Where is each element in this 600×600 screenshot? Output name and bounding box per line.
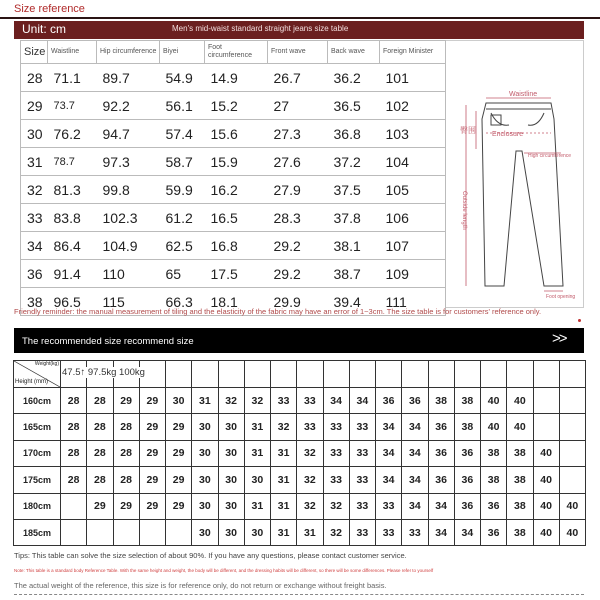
recommend-title: The recommended size recommend size	[22, 336, 194, 347]
recommend-size-cell	[533, 388, 559, 414]
recommend-size-cell: 36	[428, 414, 454, 440]
size-cell: 16.2	[205, 176, 268, 204]
size-cell: 32	[21, 176, 48, 204]
size-column-header: Front wave	[268, 41, 328, 64]
recommend-size-cell: 34	[402, 414, 428, 440]
recommend-size-cell: 40	[533, 440, 559, 466]
corner-cell	[14, 361, 61, 388]
recommend-size-cell: 36	[376, 388, 402, 414]
recommend-size-cell: 32	[297, 440, 323, 466]
size-cell: 15.9	[205, 148, 268, 176]
recommend-size-cell	[113, 519, 139, 545]
recommend-size-cell: 29	[139, 388, 165, 414]
size-cell: 29.2	[268, 260, 328, 288]
recommend-size-cell: 38	[507, 467, 533, 493]
recommend-size-cell: 30	[218, 519, 244, 545]
tips-text: Tips: This table can solve the size selection of about 90%. If you have any questions, please contact customer service.	[14, 551, 407, 560]
recommend-row	[14, 493, 586, 519]
recommend-size-cell: 38	[481, 440, 507, 466]
recommend-size-cell: 36	[402, 388, 428, 414]
reminder-dot	[578, 319, 581, 322]
recommend-size-cell	[61, 493, 87, 519]
jeans-measurement-diagram	[446, 40, 584, 308]
recommend-size-cell: 29	[87, 493, 113, 519]
size-cell: 71.1	[48, 64, 97, 92]
recommend-size-cell: 33	[323, 440, 349, 466]
chevron-double-right-icon[interactable]: >>	[552, 330, 566, 347]
size-column-header: Biyei	[160, 41, 205, 64]
size-cell: 34	[21, 232, 48, 260]
recommend-size-cell: 40	[559, 519, 585, 545]
waistline-label: Waistline	[509, 91, 538, 98]
recommend-size-cell	[559, 414, 585, 440]
weight-header-cell	[402, 361, 428, 388]
weight-header-cell	[349, 361, 375, 388]
recommend-size-cell: 31	[244, 493, 270, 519]
size-column-header: Hip circumference	[97, 41, 160, 64]
size-cell: 37.2	[328, 148, 380, 176]
recommend-size-cell: 30	[218, 440, 244, 466]
recommend-size-cell: 34	[402, 440, 428, 466]
size-cell: 96.5	[48, 288, 97, 316]
size-cell: 29	[21, 92, 48, 120]
recommend-size-cell	[559, 467, 585, 493]
recommend-size-cell: 28	[87, 414, 113, 440]
recommend-size-cell: 38	[507, 440, 533, 466]
recommend-size-cell	[533, 414, 559, 440]
size-table	[20, 40, 446, 316]
size-cell: 94.7	[97, 120, 160, 148]
size-cell: 115	[97, 288, 160, 316]
recommend-size-cell: 29	[139, 467, 165, 493]
size-cell: 73.7	[48, 92, 97, 120]
size-cell: 29.9	[268, 288, 328, 316]
recommend-size-cell: 30	[166, 388, 192, 414]
height-cell: 180cm	[14, 493, 61, 519]
recommend-size-cell: 31	[244, 440, 270, 466]
recommend-size-cell: 36	[454, 440, 480, 466]
recommend-size-cell: 29	[166, 414, 192, 440]
size-column-header: Waistline	[48, 41, 97, 64]
size-cell: 36.8	[328, 120, 380, 148]
size-cell: 28.3	[268, 204, 328, 232]
size-cell: 66.3	[160, 288, 205, 316]
recommend-size-cell: 40	[507, 388, 533, 414]
size-cell: 18.1	[205, 288, 268, 316]
recommend-size-cell	[559, 440, 585, 466]
recommend-row	[14, 414, 586, 440]
size-cell: 102.3	[97, 204, 160, 232]
recommend-size-cell: 34	[376, 467, 402, 493]
recommend-size-cell: 40	[481, 414, 507, 440]
recommend-size-cell	[87, 519, 113, 545]
recommend-size-cell: 28	[87, 467, 113, 493]
recommend-size-cell: 36	[481, 493, 507, 519]
size-cell: 37.8	[328, 204, 380, 232]
recommend-size-cell	[559, 388, 585, 414]
recommend-size-cell: 32	[297, 493, 323, 519]
recommend-size-cell: 30	[244, 519, 270, 545]
size-cell: 26.7	[268, 64, 328, 92]
recommend-size-cell: 31	[271, 493, 297, 519]
recommend-size-cell: 29	[113, 493, 139, 519]
weight-axis-label: Weight(kg)	[34, 361, 59, 367]
recommend-size-cell: 33	[271, 388, 297, 414]
size-cell: 38.1	[328, 232, 380, 260]
recommend-size-cell: 28	[87, 388, 113, 414]
size-cell: 101	[380, 64, 446, 92]
size-cell: 58.7	[160, 148, 205, 176]
size-cell: 65	[160, 260, 205, 288]
recommend-size-cell	[139, 519, 165, 545]
size-cell: 111	[380, 288, 446, 316]
size-column-header: Foot circumference	[205, 41, 268, 64]
recommend-size-cell: 28	[113, 414, 139, 440]
jeans-icon	[446, 41, 584, 309]
size-cell: 27.9	[268, 176, 328, 204]
recommend-size-cell: 40	[481, 388, 507, 414]
title-divider	[0, 17, 600, 19]
recommend-size-cell: 29	[113, 388, 139, 414]
weight-header-cell	[428, 361, 454, 388]
recommend-size-cell: 38	[454, 414, 480, 440]
height-cell: 170cm	[14, 440, 61, 466]
recommend-size-cell: 32	[297, 467, 323, 493]
size-cell: 56.1	[160, 92, 205, 120]
hip-label: 臀围	[460, 126, 476, 135]
recommend-size-cell: 30	[192, 467, 218, 493]
recommend-size-cell: 34	[349, 388, 375, 414]
recommend-size-cell: 36	[481, 519, 507, 545]
size-column-header: Size	[21, 41, 48, 64]
recommend-size-cell: 34	[402, 493, 428, 519]
recommend-size-cell: 29	[166, 493, 192, 519]
size-cell: 27.6	[268, 148, 328, 176]
weight-header-cell	[297, 361, 323, 388]
recommend-size-cell: 32	[244, 388, 270, 414]
size-cell: 30	[21, 120, 48, 148]
recommend-size-table	[13, 360, 586, 546]
size-row	[21, 232, 446, 260]
weight-header-cell	[271, 361, 297, 388]
recommend-size-cell: 32	[323, 519, 349, 545]
recommend-size-cell: 40	[533, 467, 559, 493]
recommend-row	[14, 519, 586, 545]
foot-opening-label: Foot opening	[546, 294, 576, 300]
recommend-size-cell: 30	[192, 519, 218, 545]
recommend-size-cell: 32	[271, 414, 297, 440]
disclaimer-text: The actual weight of the reference, this size is for reference only, do not return or exchange without freight basis.	[14, 581, 387, 590]
recommend-size-cell: 38	[481, 467, 507, 493]
recommend-size-cell: 33	[376, 519, 402, 545]
weight-header-cell	[166, 361, 192, 388]
size-cell: 109	[380, 260, 446, 288]
recommend-size-cell: 36	[428, 440, 454, 466]
size-cell: 104.9	[97, 232, 160, 260]
size-row	[21, 148, 446, 176]
recommend-size-cell: 31	[271, 440, 297, 466]
recommend-size-cell: 33	[323, 467, 349, 493]
recommend-size-cell: 34	[428, 519, 454, 545]
recommend-size-cell: 33	[297, 388, 323, 414]
size-cell: 57.4	[160, 120, 205, 148]
recommend-row	[14, 440, 586, 466]
size-cell: 36.5	[328, 92, 380, 120]
recommend-size-cell: 30	[192, 493, 218, 519]
weight-header-cell	[533, 361, 559, 388]
recommend-size-cell: 30	[192, 414, 218, 440]
size-cell: 106	[380, 204, 446, 232]
recommend-row	[14, 388, 586, 414]
recommend-size-cell	[61, 519, 87, 545]
size-cell: 105	[380, 176, 446, 204]
size-table-header-row	[21, 41, 446, 64]
recommend-size-cell: 32	[218, 388, 244, 414]
size-cell: 36	[21, 260, 48, 288]
size-cell: 107	[380, 232, 446, 260]
height-cell: 185cm	[14, 519, 61, 545]
recommend-size-cell: 30	[218, 467, 244, 493]
weight-header-cell	[218, 361, 244, 388]
weight-header-cell	[481, 361, 507, 388]
recommend-size-cell: 40	[559, 493, 585, 519]
weight-header-cell	[323, 361, 349, 388]
recommend-size-cell: 33	[349, 467, 375, 493]
recommend-size-cell: 34	[323, 388, 349, 414]
recommend-size-cell: 31	[297, 519, 323, 545]
size-row	[21, 64, 446, 92]
recommend-size-cell: 33	[349, 440, 375, 466]
recommend-size-cell: 33	[402, 519, 428, 545]
reminder-text: Friendly reminder: the manual measurement of tiling and the elasticity of the fabric may have an error of 1~3cm. The size table is for customers' reference only.	[14, 307, 542, 316]
recommend-size-cell: 28	[61, 467, 87, 493]
size-cell: 54.9	[160, 64, 205, 92]
recommend-size-cell: 29	[166, 467, 192, 493]
size-cell: 28	[21, 64, 48, 92]
size-cell: 89.7	[97, 64, 160, 92]
recommend-size-cell: 33	[349, 414, 375, 440]
recommend-size-cell: 38	[428, 388, 454, 414]
recommend-size-cell: 28	[61, 388, 87, 414]
size-column-header: Foreign Minister	[380, 41, 446, 64]
size-cell: 15.6	[205, 120, 268, 148]
size-cell: 15.2	[205, 92, 268, 120]
size-cell: 97.3	[97, 148, 160, 176]
recommend-size-cell	[166, 519, 192, 545]
weight-header-cell	[559, 361, 585, 388]
size-cell: 104	[380, 148, 446, 176]
size-cell: 62.5	[160, 232, 205, 260]
size-cell: 17.5	[205, 260, 268, 288]
recommend-size-cell: 33	[323, 414, 349, 440]
size-cell: 38.7	[328, 260, 380, 288]
size-cell: 29.2	[268, 232, 328, 260]
height-cell: 175cm	[14, 467, 61, 493]
recommend-size-cell: 30	[192, 440, 218, 466]
size-cell: 31	[21, 148, 48, 176]
weight-header-cell	[507, 361, 533, 388]
section-title: Size reference	[14, 3, 85, 15]
recommend-size-cell: 34	[428, 493, 454, 519]
size-row	[21, 92, 446, 120]
recommend-size-cell: 40	[533, 519, 559, 545]
recommend-size-cell: 33	[349, 493, 375, 519]
recommend-size-cell: 29	[166, 440, 192, 466]
recommend-size-cell: 30	[244, 467, 270, 493]
size-row	[21, 120, 446, 148]
size-cell: 14.9	[205, 64, 268, 92]
weight-header-cell	[192, 361, 218, 388]
size-cell: 37.5	[328, 176, 380, 204]
recommend-row	[14, 467, 586, 493]
recommend-size-cell: 28	[61, 414, 87, 440]
height-cell: 160cm	[14, 388, 61, 414]
recommend-size-cell: 38	[507, 493, 533, 519]
size-cell: 76.2	[48, 120, 97, 148]
enclosure-label: Enclosure	[492, 131, 524, 138]
size-row	[21, 176, 446, 204]
size-cell: 103	[380, 120, 446, 148]
size-cell: 81.3	[48, 176, 97, 204]
weight-header-cell	[244, 361, 270, 388]
size-cell: 110	[97, 260, 160, 288]
size-row	[21, 260, 446, 288]
weight-range-label: 47.5↑ 97.5kg 100kg	[62, 367, 145, 378]
unit-label: Unit: cm	[22, 22, 67, 36]
recommend-size-cell: 31	[271, 519, 297, 545]
recommend-size-cell: 28	[113, 467, 139, 493]
weight-header-cell	[454, 361, 480, 388]
size-cell: 102	[380, 92, 446, 120]
size-cell: 86.4	[48, 232, 97, 260]
recommend-size-cell: 28	[61, 440, 87, 466]
size-cell: 78.7	[48, 148, 97, 176]
recommend-size-cell: 33	[376, 493, 402, 519]
size-cell: 83.8	[48, 204, 97, 232]
bottom-divider	[14, 594, 584, 595]
size-cell: 92.2	[97, 92, 160, 120]
size-row	[21, 204, 446, 232]
note-text: Note: This table is a standard body Reference Table. With the same height and weight, the body will be different, and the dressing habits will be different, so there will be some differences. Please refer to yourself	[14, 568, 434, 573]
recommend-size-cell: 36	[428, 467, 454, 493]
size-cell: 61.2	[160, 204, 205, 232]
size-cell: 16.8	[205, 232, 268, 260]
thigh-label: High circumference	[528, 153, 572, 159]
recommend-size-cell: 29	[139, 493, 165, 519]
recommend-size-cell: 34	[454, 519, 480, 545]
size-cell: 38	[21, 288, 48, 316]
recommend-size-cell: 30	[218, 493, 244, 519]
recommend-size-cell: 38	[507, 519, 533, 545]
table-subtitle: Men's mid-waist standard straight jeans size table	[172, 24, 349, 33]
recommend-size-cell: 34	[376, 440, 402, 466]
recommend-size-cell: 30	[218, 414, 244, 440]
size-cell: 27	[268, 92, 328, 120]
size-cell: 16.5	[205, 204, 268, 232]
size-cell: 33	[21, 204, 48, 232]
recommend-size-cell: 33	[297, 414, 323, 440]
recommend-size-cell: 34	[402, 467, 428, 493]
recommend-size-cell: 32	[323, 493, 349, 519]
size-cell: 39.4	[328, 288, 380, 316]
height-axis-label: Height (mm)	[15, 379, 49, 385]
recommend-size-cell: 36	[454, 493, 480, 519]
size-cell: 99.8	[97, 176, 160, 204]
outseam-label: Outside length	[461, 191, 467, 230]
recommend-size-cell: 33	[349, 519, 375, 545]
recommend-size-cell: 34	[376, 414, 402, 440]
size-column-header: Back wave	[328, 41, 380, 64]
recommend-size-cell: 29	[139, 440, 165, 466]
recommend-size-cell: 36	[454, 467, 480, 493]
size-cell: 91.4	[48, 260, 97, 288]
recommend-size-cell: 28	[113, 440, 139, 466]
height-cell: 165cm	[14, 414, 61, 440]
recommend-size-cell: 29	[139, 414, 165, 440]
size-cell: 27.3	[268, 120, 328, 148]
recommend-size-cell: 28	[87, 440, 113, 466]
size-cell: 59.9	[160, 176, 205, 204]
recommend-size-cell: 31	[271, 467, 297, 493]
recommend-size-cell: 40	[533, 493, 559, 519]
recommend-size-cell: 31	[192, 388, 218, 414]
weight-header-cell	[376, 361, 402, 388]
recommend-size-cell: 40	[507, 414, 533, 440]
recommend-size-cell: 38	[454, 388, 480, 414]
recommend-size-cell: 31	[244, 414, 270, 440]
size-cell: 36.2	[328, 64, 380, 92]
